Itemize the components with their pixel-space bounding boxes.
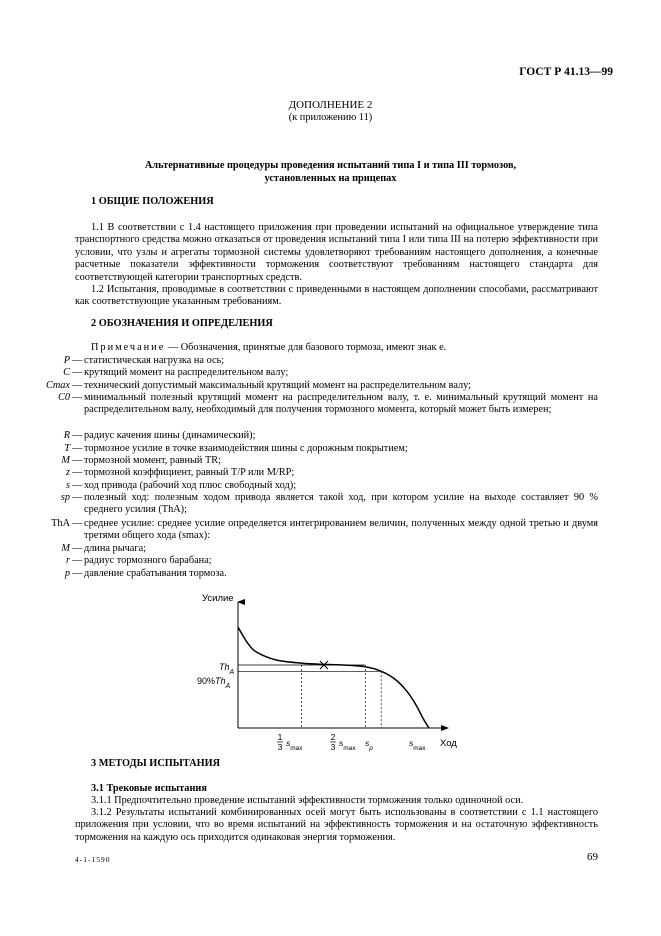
definition-text: радиус тормозного барабана; [84, 555, 212, 566]
definition-text: технический допустимый максимальный крутящий момент на распределительном валу; [84, 380, 471, 391]
y-axis-label: Усилие [202, 593, 234, 604]
section3-heading: 3 МЕТОДЫ ИСПЫТАНИЯ [91, 758, 221, 769]
appendix-title: ДОПОЛНЕНИЕ 2 [288, 99, 373, 111]
definition-symbol: Cmax [45, 380, 70, 391]
definition-symbol: s [65, 480, 70, 491]
definition-symbol: R [63, 430, 70, 441]
y-marker-tha [219, 662, 235, 676]
definition-text: крутящий момент на распределительном валу; [84, 367, 289, 378]
x-axis-label: Ход [440, 738, 457, 749]
definition-text: минимальный полезный крутящий момент на распределительном валу, т. е. минимальный крутящий момент на распределительном валу, необходимый для получения тормозного момента, который может быть измерен; [84, 392, 598, 416]
definition-text: полезный ход: полезным ходом привода является такой ход, при котором усилие на выходе составляет 90 % среднего усилия (ThA); [84, 492, 598, 516]
section1-paragraph1: 1.1 В соответствии с 1.4 настоящего приложения при проведении испытаний на официальное утверждение типа транспортного средства можно отказаться от проведения испытаний типа I или типа III на потерю эффективности при условии, что узлы и агрегаты тормозной системы удовлетворяют требованиям настоящего дополнения, а конечные расчетные показатели эффективности торможения соответствуют требованиям настоящего стандарта для соответствующей категории транспортных средств. [75, 222, 598, 283]
definition-text: радиус качения шины (динамический); [84, 430, 256, 441]
definition-symbol: M [61, 455, 70, 466]
svg-text:smax: $s_{max}$ [339, 738, 356, 752]
definition-symbol: T [64, 443, 70, 454]
definition-text: среднее усилие: среднее усилие определяется интегрированием величин, полученных между одной третью и двумя третями общего хода (smax): [84, 518, 598, 542]
definition-text: тормозной коэффициент, равный T/P или M/RP; [84, 467, 295, 478]
section3-paragraph2: 3.1.2 Результаты испытаний комбинированных осей могут быть использованы в соответствии с 1.1 настоящего приложения при условии, что во время испытаний на эффективность торможения и на остаточную эффективность торможения на каждую ось приходится одинаковая энергия торможения. [75, 807, 598, 843]
x-marker-sp [365, 738, 373, 752]
x-marker-smax [409, 738, 426, 752]
section3-paragraph1: 3.1.1 Предпочтительно проведение испытаний эффективности торможения только одиночной оси. [91, 795, 524, 806]
section3-subheading: 3.1 Трековые испытания [91, 783, 207, 794]
definition-symbol: P [63, 355, 70, 366]
definition-symbol: C [63, 367, 70, 378]
definition-text: ход привода (рабочий ход плюс свободный ход); [84, 480, 297, 491]
svg-text:sp: $s_p$ [365, 738, 373, 752]
y-marker-label: $Th_A$ [219, 662, 235, 676]
section1-heading: 1 ОБЩИЕ ПОЛОЖЕНИЯ [91, 196, 214, 207]
svg-text:3: 3 [277, 742, 283, 752]
definition-symbol: C0 [57, 392, 70, 403]
definition-text: статистическая нагрузка на ось; [84, 355, 225, 366]
svg-text:smax: $s_{max}$ [409, 738, 426, 752]
page-number: 69 [587, 851, 598, 863]
force-stroke-chart [190, 588, 480, 758]
definition-symbol: z [65, 467, 70, 478]
definition-symbol: ThA [51, 518, 70, 529]
y-marker-label: $90\%Th_A$ [197, 676, 231, 690]
chart-guides [238, 665, 381, 728]
section2-heading: 2 ОБОЗНАЧЕНИЯ И ОПРЕДЕЛЕНИЯ [91, 318, 273, 329]
note-text: — Обозначения, принятые для базового тормоза, имеют знак е. [167, 342, 447, 353]
appendix-subtitle: (к приложению 11) [288, 112, 373, 123]
definition-text: длина рычага; [84, 543, 147, 554]
definition-symbol: sp [60, 492, 70, 503]
definition-text: давление срабатывания тормоза. [84, 568, 227, 579]
note-label: Примечание [91, 342, 166, 353]
section1-paragraph2: 1.2 Испытания, проводимые в соответствии с приведенными в настоящем дополнении способами, рассматривают как соответствующие указанным требованиям. [75, 284, 598, 308]
force-curve [238, 627, 429, 728]
definition-symbol: M [61, 543, 70, 554]
definition-symbol: r [65, 555, 70, 566]
document-heading-line1: Альтернативные процедуры проведения испытаний типа I и типа III тормозов, [144, 160, 517, 171]
svg-text:3: 3 [330, 742, 336, 752]
svg-text:1: 1 [277, 732, 283, 742]
x-marker-labels [277, 732, 426, 752]
x-marker-two-thirds [330, 732, 356, 752]
svg-text:2: 2 [330, 732, 336, 742]
document-heading-line2: установленных на прицепах [264, 173, 397, 184]
note [91, 342, 446, 354]
document-code: ГОСТ Р 41.13—99 [519, 66, 613, 78]
definition-symbol: p [64, 568, 70, 579]
definition-text: тормозной момент, равный TR; [84, 455, 222, 466]
y-marker-90tha [197, 676, 231, 690]
definition-text: тормозное усилие в точке взаимодействия шины с дорожным покрытием; [84, 443, 408, 454]
x-marker-third [277, 732, 303, 752]
footer-code: 4-1-1590 [75, 855, 111, 864]
svg-text:smax: $s_{max}$ [286, 738, 303, 752]
